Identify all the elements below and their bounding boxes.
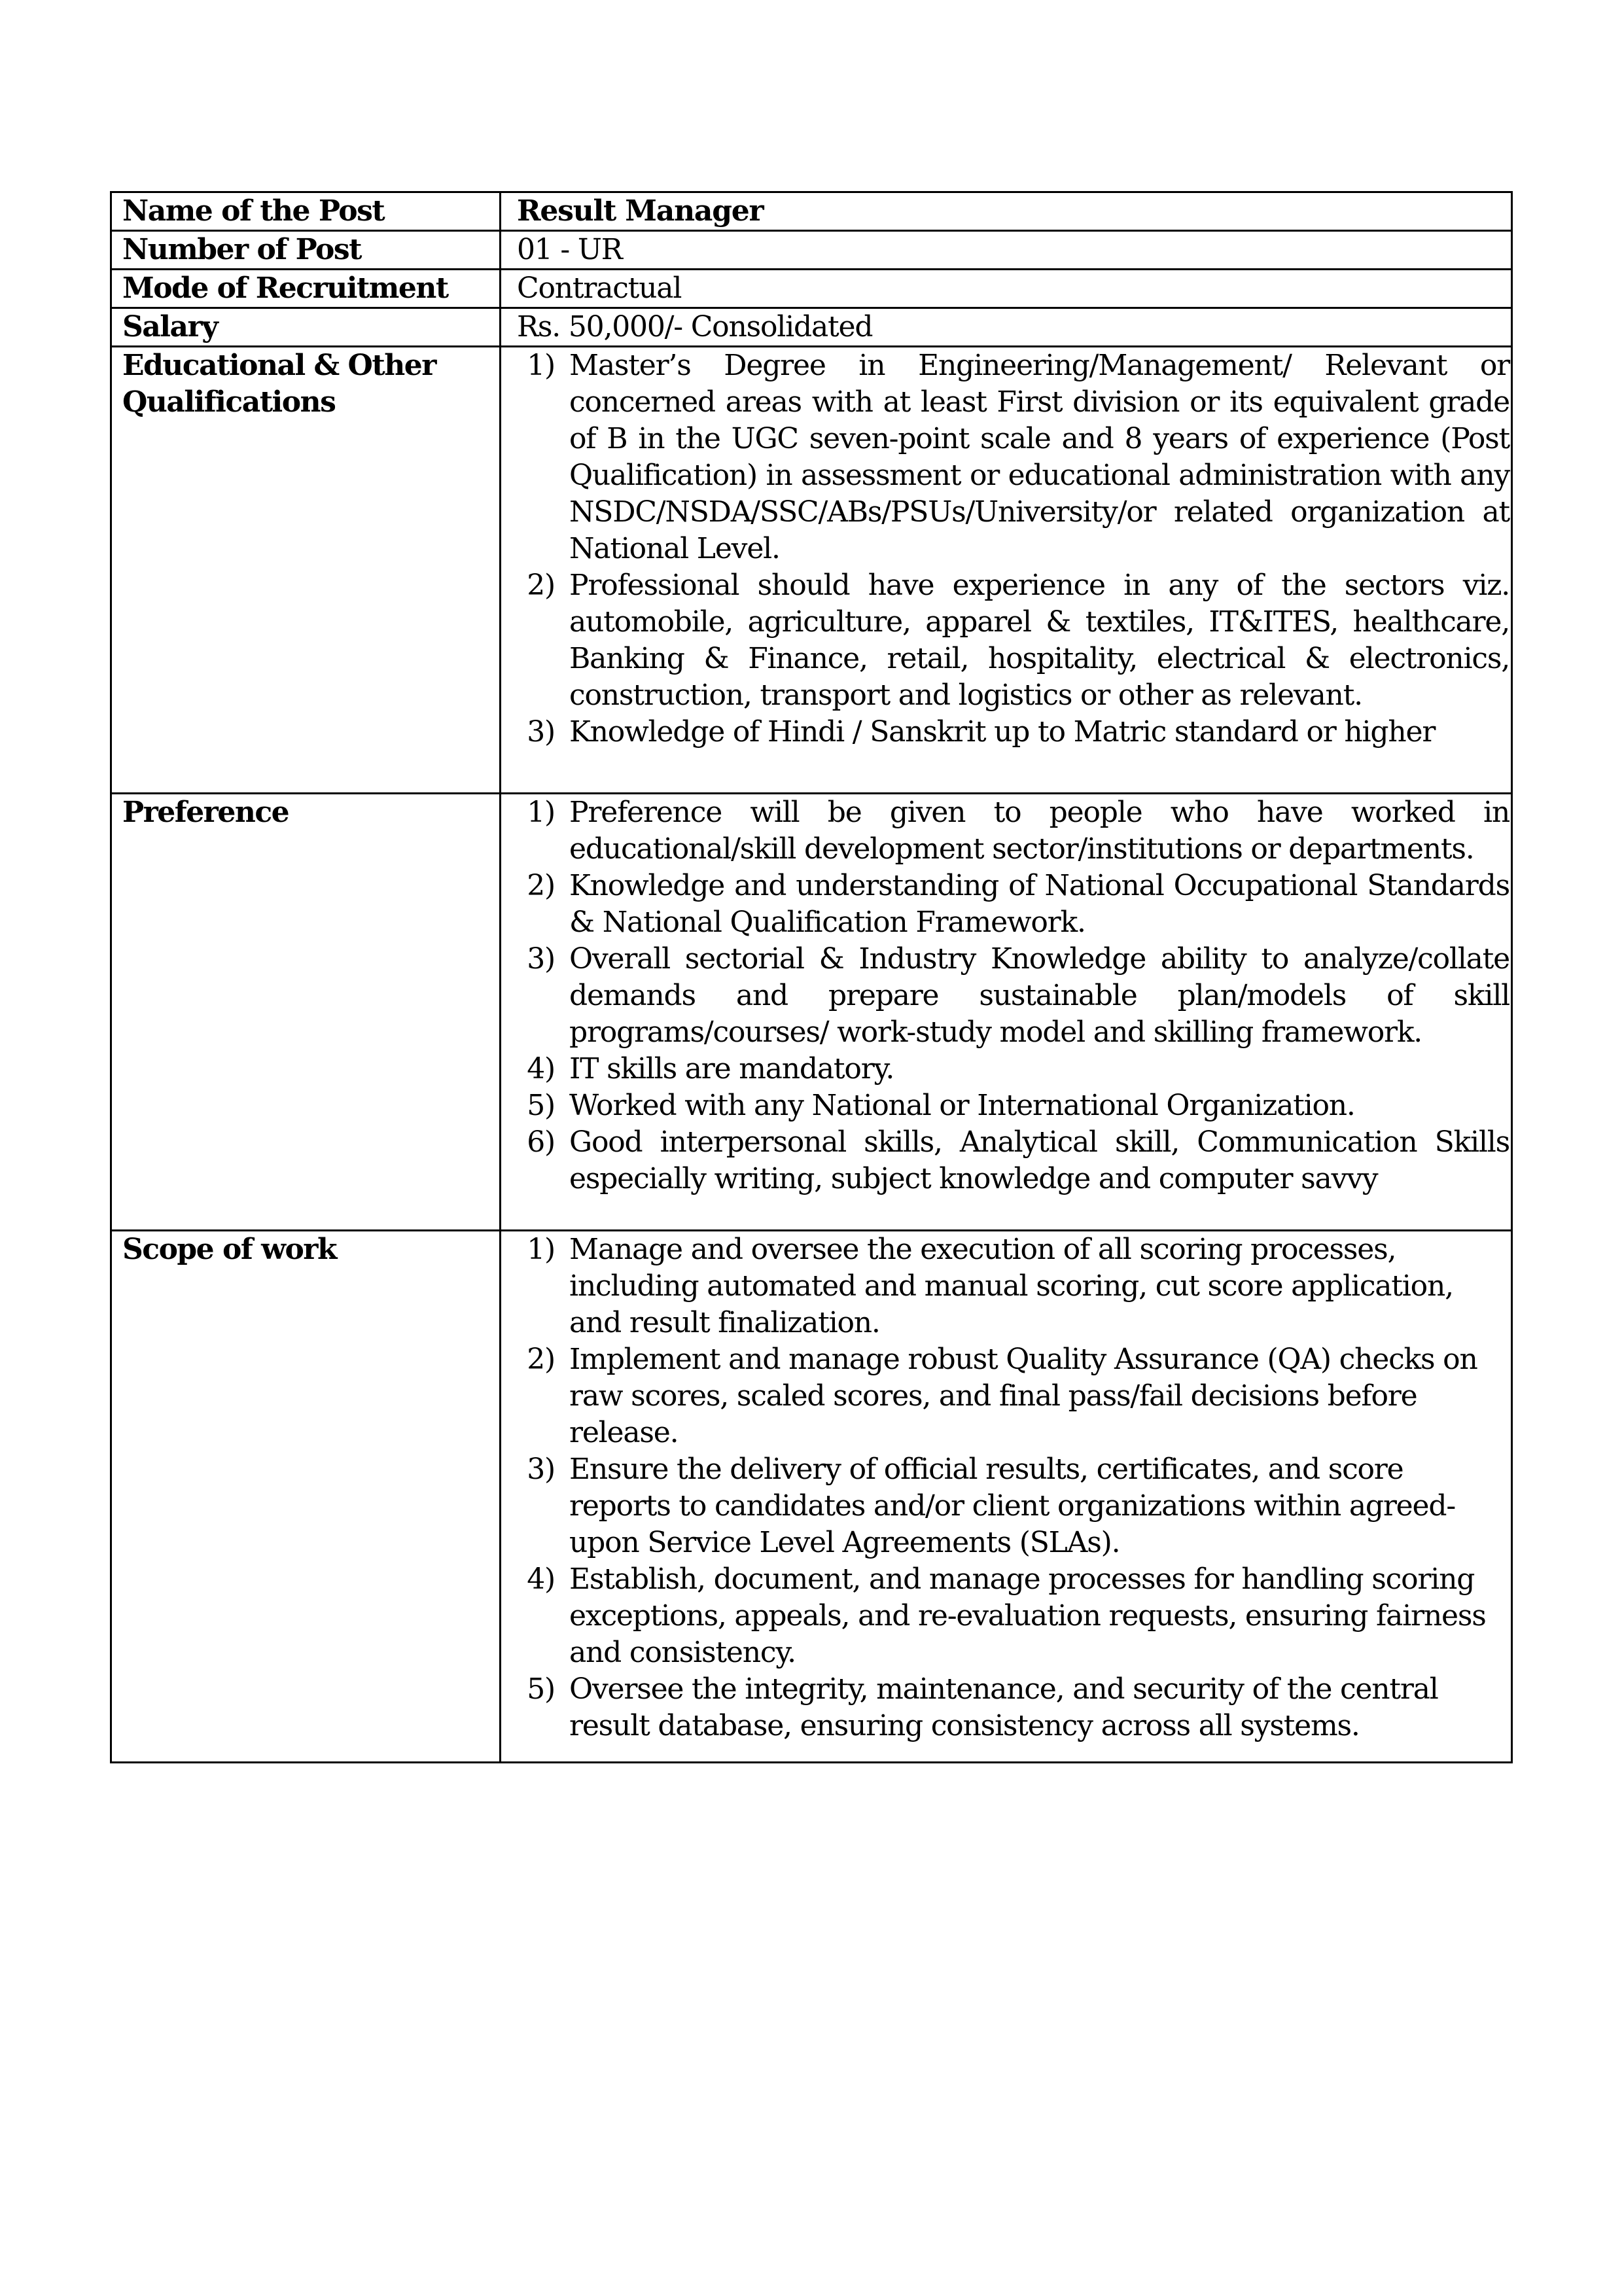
value-qualifications — [501, 347, 1512, 794]
qualifications-list — [517, 347, 1511, 751]
list-item — [517, 1561, 1511, 1671]
label-mode-of-recruitment: Mode of Recruitment — [111, 270, 501, 308]
list-item — [517, 1451, 1511, 1561]
list-item — [517, 1051, 1511, 1087]
item-text: Manage and oversee the execution of all scoring processes, including automated and manual scoring, cut score application, and result finalization. — [569, 1233, 1453, 1339]
item-text: Implement and manage robust Quality Assurance (QA) checks on raw scores, scaled scores, and final pass/fail decisions before release. — [569, 1343, 1477, 1449]
item-number: 3) — [527, 942, 555, 976]
preference-list — [517, 794, 1511, 1197]
item-text: Knowledge of Hindi / Sanskrit up to Matric standard or higher — [569, 715, 1436, 749]
list-item — [517, 347, 1511, 567]
list-item — [517, 1124, 1511, 1197]
value-name-of-post: Result Manager — [501, 192, 1512, 231]
list-item — [517, 714, 1511, 751]
job-details-table — [110, 191, 1513, 1763]
item-text: Preference will be given to people who have worked in educational/skill development sector/institutions or departments. — [569, 796, 1509, 866]
list-item — [517, 941, 1511, 1051]
list-item — [517, 794, 1511, 868]
value-salary: Rs. 50,000/- Consolidated — [501, 308, 1512, 347]
item-text: IT skills are mandatory. — [569, 1052, 894, 1086]
item-number: 4) — [527, 1563, 555, 1596]
item-number: 1) — [527, 1233, 555, 1266]
item-text: Master’s Degree in Engineering/Management/ Relevant or concerned areas with at least First division or its equivalent grade of B in the UGC seven-point scale and 8 years of experience (Post Qualification) in assessment or educational administration with any NSDC/NSDA/SSC/ABs/PSUs/University/or related organization at National Level. — [569, 349, 1509, 565]
item-text: Professional should have experience in any of the sectors viz. automobile, agriculture, apparel & textiles, IT&ITES, healthcare, Banking & Finance, retail, hospitality, electrical & electronics, construction, transport and logistics or other as relevant. — [569, 569, 1509, 712]
item-number: 5) — [527, 1089, 555, 1122]
row-number-of-post — [111, 231, 1512, 270]
item-text: Overall sectorial & Industry Knowledge ability to analyze/collate demands and prepare sustainable plan/models of skill programs/courses/ work-study model and skilling framework. — [569, 942, 1509, 1049]
label-scope-of-work: Scope of work — [111, 1231, 501, 1763]
row-name-of-post — [111, 192, 1512, 231]
list-item — [517, 1087, 1511, 1124]
item-text: Ensure the delivery of official results, certificates, and score reports to candidates and/or client organizations within agreed-upon Service Level Agreements (SLAs). — [569, 1453, 1455, 1559]
item-number: 2) — [527, 869, 555, 902]
item-number: 5) — [527, 1672, 555, 1706]
item-number: 1) — [527, 349, 555, 382]
label-salary: Salary — [111, 308, 501, 347]
label-preference: Preference — [111, 794, 501, 1231]
scope-list — [517, 1231, 1511, 1744]
label-qualifications: Educational & Other Qualifications — [111, 347, 501, 794]
row-mode-of-recruitment — [111, 270, 1512, 308]
item-text: Oversee the integrity, maintenance, and security of the central result database, ensuring consistency across all systems. — [569, 1672, 1438, 1742]
item-number: 2) — [527, 569, 555, 602]
row-preference — [111, 794, 1512, 1231]
item-number: 4) — [527, 1052, 555, 1086]
list-item — [517, 1231, 1511, 1341]
list-item — [517, 1341, 1511, 1451]
item-number: 3) — [527, 715, 555, 749]
item-number: 2) — [527, 1343, 555, 1376]
item-text: Knowledge and understanding of National Occupational Standards & National Qualification Framework. — [569, 869, 1509, 939]
label-number-of-post: Number of Post — [111, 231, 501, 270]
item-number: 1) — [527, 796, 555, 829]
list-item — [517, 567, 1511, 714]
item-text: Good interpersonal skills, Analytical skill, Communication Skills especially writing, subject knowledge and computer savvy — [569, 1125, 1509, 1195]
value-preference — [501, 794, 1512, 1231]
value-number-of-post: 01 - UR — [501, 231, 1512, 270]
value-scope-of-work — [501, 1231, 1512, 1763]
item-text: Worked with any National or International Organization. — [569, 1089, 1355, 1122]
list-item — [517, 868, 1511, 941]
item-text: Establish, document, and manage processes for handling scoring exceptions, appeals, and re-evaluation requests, ensuring fairness and consistency. — [569, 1563, 1486, 1669]
row-qualifications — [111, 347, 1512, 794]
value-mode-of-recruitment: Contractual — [501, 270, 1512, 308]
label-name-of-post: Name of the Post — [111, 192, 501, 231]
list-item — [517, 1671, 1511, 1744]
item-number: 6) — [527, 1125, 555, 1159]
item-number: 3) — [527, 1453, 555, 1486]
row-salary — [111, 308, 1512, 347]
row-scope-of-work — [111, 1231, 1512, 1763]
